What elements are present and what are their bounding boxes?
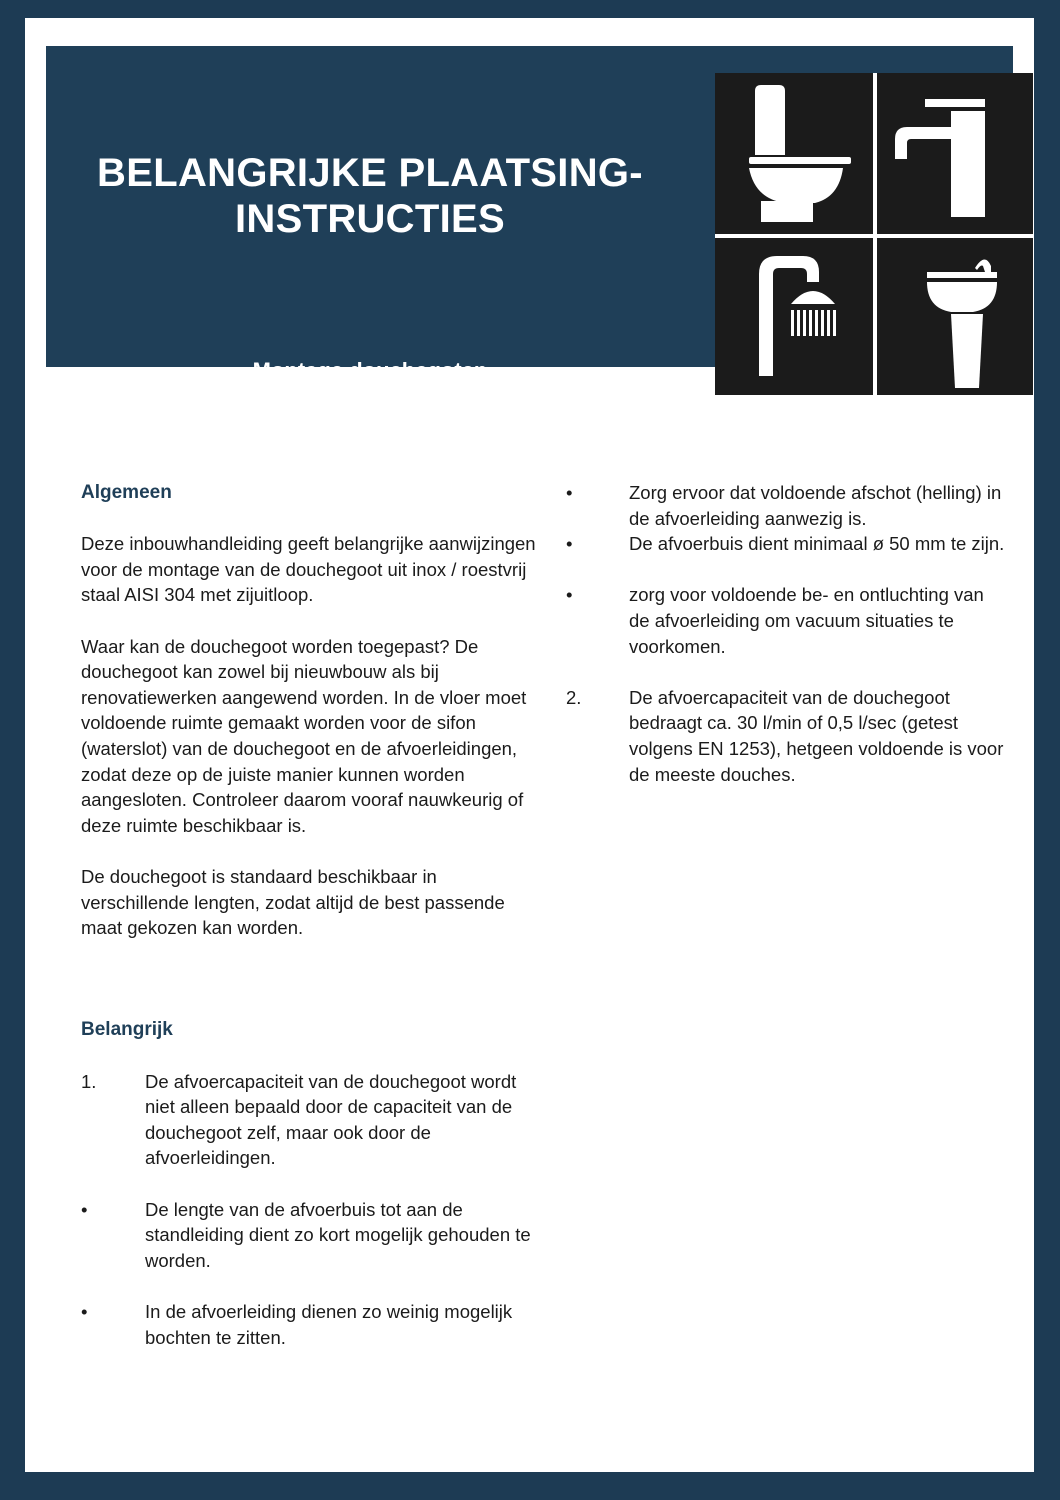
list-item (566, 480, 1006, 531)
right-column (566, 480, 1006, 787)
list-marker: • (81, 1198, 88, 1220)
list-item-text: De afvoerbuis dient minimaal ø 50 mm te zijn. (629, 533, 1005, 555)
list-item (566, 582, 1006, 659)
list-marker: • (81, 1301, 88, 1322)
paragraph-intro: Deze inbouwhandleiding geeft belangrijke aanwijzingen voor de montage van de douchegoot uit inox / roestvrij staal AISI 304 met zijuitloop. (81, 533, 536, 606)
title-line-2: INSTRUCTIES (235, 197, 505, 241)
list-item (81, 1069, 536, 1171)
washbasin-icon (877, 238, 1033, 395)
section-heading-belangrijk: Belangrijk (81, 1019, 173, 1041)
list-item (81, 1197, 536, 1274)
list-marker: • (566, 482, 573, 503)
section-heading-algemeen: Algemeen (81, 482, 172, 503)
list-item (566, 531, 1006, 557)
list-marker: 1. (81, 1070, 97, 1092)
list-marker: • (566, 584, 573, 606)
list-item-text: In de afvoerleiding dienen zo weinig mogelijk bochten te zitten. (145, 1301, 513, 1348)
shower-icon (715, 238, 873, 395)
list-item-text: De lengte van de afvoerbuis tot aan de standleiding dient zo kort mogelijk gehouden te worden. (145, 1198, 531, 1271)
faucet-icon (877, 73, 1033, 234)
list-item-text: zorg voor voldoende be- en ontluchting van de afvoerleiding om vacuum situaties te voorkomen. (629, 584, 984, 657)
list-item (81, 1299, 536, 1350)
list-item-text: Zorg ervoor dat voldoende afschot (helling) in de afvoerleiding aanwezig is. (629, 482, 1002, 529)
list-item (566, 685, 1006, 787)
list-item-text: De afvoercapaciteit van de douchegoot wordt niet alleen bepaald door de capaciteit van de douchegoot zelf, maar ook door de afvoerleidingen. (145, 1070, 517, 1169)
page-title (46, 150, 694, 242)
list-marker: 2. (566, 686, 582, 708)
list-item-text: De afvoercapaciteit van de douchegoot bedraagt ca. 30 l/min of 0,5 l/sec (getest volgens EN 1253), hetgeen voldoende is voor de meeste douches. (629, 686, 1004, 785)
paragraph-toepassing: Waar kan de douchegoot worden toegepast? De douchegoot kan zowel bij nieuwbouw als bij renovatiewerken aangewend worden. In de vloer moet voldoende ruimte gemaakt worden voor de sifon (waterslot) van de douchegoot en de afvoerleidingen, zodat deze op de juiste manier kunnen worden aangesloten. Controleer daarom vooraf nauwkeurig of deze ruimte beschikbaar is. (81, 635, 527, 836)
icon-grid (715, 73, 1033, 395)
title-line-1: BELANGRIJKE PLAATSING- (97, 151, 643, 195)
paragraph-lengten: De douchegoot is standaard beschikbaar in verschillende lengten, zodat altijd de best passende maat gekozen kan worden. (81, 865, 505, 939)
left-column (81, 480, 536, 1350)
subtitle: Montage douchegoten (252, 358, 488, 383)
page (25, 18, 1034, 1472)
header-banner (46, 46, 1013, 383)
toilet-icon (715, 73, 873, 234)
list-marker: • (566, 533, 573, 555)
